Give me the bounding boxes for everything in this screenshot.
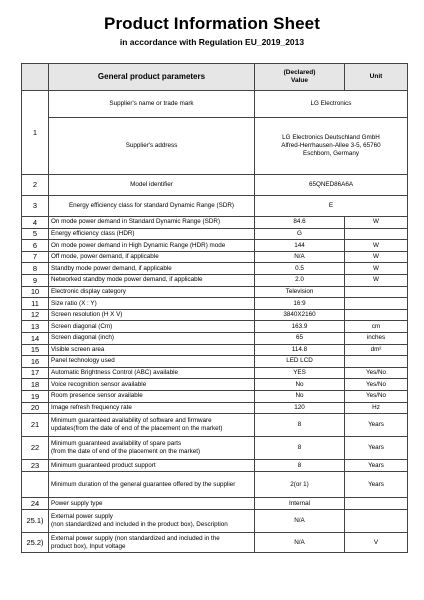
table-row xyxy=(22,402,408,414)
row-value: 8 xyxy=(255,460,345,472)
row-unit: Yes/No xyxy=(345,367,408,379)
row-unit xyxy=(345,286,408,298)
row-unit: V xyxy=(345,533,408,553)
row-value: 16:9 xyxy=(255,298,345,310)
row-value: E xyxy=(255,196,408,217)
row-number: 12 xyxy=(22,309,49,321)
row-unit: Yes/No xyxy=(345,390,408,402)
row-number: 16 xyxy=(22,356,49,368)
row-label: Energy efficiency class for standard Dynamic Range (SDR) xyxy=(49,196,255,217)
row-number: 25.1) xyxy=(22,510,49,533)
row-unit xyxy=(345,498,408,510)
row-number: 25.2) xyxy=(22,533,49,553)
header-unit: Unit xyxy=(345,64,408,91)
label-line: (non standardized and included in the product box), Description xyxy=(51,521,228,529)
row-label: Panel technology used xyxy=(49,356,255,368)
row-value: 65QNED86A6A xyxy=(255,175,408,196)
row-number: 2 xyxy=(22,175,49,196)
row-value: 2.0 xyxy=(255,274,345,286)
row-value xyxy=(255,118,408,175)
page-title: Product Information Sheet xyxy=(104,14,320,33)
row-unit xyxy=(345,309,408,321)
row-number: 15 xyxy=(22,344,49,356)
row-value: 65 xyxy=(255,332,345,344)
row-value: N/A xyxy=(255,251,345,263)
row-number: 18 xyxy=(22,379,49,391)
row-label: Model identifier xyxy=(49,175,255,196)
row-unit: W xyxy=(345,251,408,263)
product-info-table xyxy=(21,63,408,553)
table-row xyxy=(22,390,408,402)
row-unit: W xyxy=(345,217,408,229)
row-label: Automatic Brightness Control (ABC) available xyxy=(49,367,255,379)
row-value: No xyxy=(255,390,345,402)
table-row xyxy=(22,367,408,379)
row-label: Supplier's address xyxy=(49,118,255,175)
row-number: 11 xyxy=(22,298,49,310)
label-line: Minimum guaranteed availability of software and firmware xyxy=(51,417,212,425)
row-number: 21 xyxy=(22,414,49,437)
table-row xyxy=(22,175,408,196)
row-value: No xyxy=(255,379,345,391)
row-number: 10 xyxy=(22,286,49,298)
table-row xyxy=(22,460,408,472)
row-unit: inches xyxy=(345,332,408,344)
table-row xyxy=(22,240,408,252)
row-label: Visible screen area xyxy=(49,344,255,356)
row-number: 3 xyxy=(22,196,49,217)
table-row xyxy=(22,263,408,275)
label-line: (from the date of end of the placement on the market) xyxy=(51,448,201,456)
row-number: 7 xyxy=(22,251,49,263)
row-label: Image refresh frequency rate xyxy=(49,402,255,414)
row-label: Power supply type xyxy=(49,498,255,510)
row-label: Networked standby mode power demand, if applicable xyxy=(49,274,255,286)
address-line: Eschborn, Germany xyxy=(303,149,359,157)
table-row xyxy=(22,298,408,310)
table-row xyxy=(22,309,408,321)
row-unit: W xyxy=(345,263,408,275)
row-unit: Hz xyxy=(345,402,408,414)
row-label xyxy=(49,414,255,437)
row-label: Standby mode power demand, if applicable xyxy=(49,263,255,275)
table-row xyxy=(22,228,408,240)
row-value: LED LCD xyxy=(255,356,345,368)
table-row xyxy=(22,286,408,298)
row-number: 9 xyxy=(22,274,49,286)
row-value: 8 xyxy=(255,414,345,437)
row-value: N/A xyxy=(255,533,345,553)
row-label xyxy=(49,510,255,533)
header-parameters: General product parameters xyxy=(49,64,255,91)
table-row xyxy=(22,274,408,286)
label-line: External power supply (non standardized and included in the xyxy=(51,534,220,542)
row-value: YES xyxy=(255,367,345,379)
row-value: 144 xyxy=(255,240,345,252)
row-value: 84.6 xyxy=(255,217,345,229)
address-line: LG Electronics Deutschland GmbH xyxy=(282,134,380,142)
row-label xyxy=(49,533,255,553)
table-row xyxy=(22,356,408,368)
row-label xyxy=(49,437,255,460)
row-label: On mode power demand in High Dynamic Range (HDR) mode xyxy=(49,240,255,252)
row-value: 3840X2160 xyxy=(255,309,345,321)
table-row xyxy=(22,332,408,344)
address-line: Alfred-Herrhausen-Allee 3-5, 65760 xyxy=(281,142,381,150)
header-value-line-1: (Declared) xyxy=(283,69,316,77)
row-unit: Yes/No xyxy=(345,379,408,391)
row-number: 14 xyxy=(22,332,49,344)
row-unit: W xyxy=(345,274,408,286)
row-number: 1 xyxy=(22,91,49,175)
header-value xyxy=(255,64,345,91)
page-subtitle: in accordance with Regulation EU_2019_2013 xyxy=(119,37,305,47)
row-number: 19 xyxy=(22,390,49,402)
row-number: 6 xyxy=(22,240,49,252)
row-value: N/A xyxy=(255,510,345,533)
row-value: 8 xyxy=(255,437,345,460)
row-unit: dm² xyxy=(345,344,408,356)
table-row xyxy=(22,379,408,391)
row-label: Screen diagonal (inch) xyxy=(49,332,255,344)
table-row xyxy=(22,118,408,175)
row-unit: Years xyxy=(345,460,408,472)
label-line: updates(from the date of end of the placement on the market) xyxy=(51,425,223,433)
label-line: External power supply xyxy=(51,513,113,521)
row-value: LG Electronics xyxy=(255,91,408,118)
row-unit: Years xyxy=(345,472,408,498)
row-value: 0.5 xyxy=(255,263,345,275)
table-row xyxy=(22,321,408,333)
row-label: On mode power demand in Standard Dynamic Range (SDR) xyxy=(49,217,255,229)
row-value: 114.8 xyxy=(255,344,345,356)
header-value-line-2: Value xyxy=(291,77,308,84)
row-unit: cm xyxy=(345,321,408,333)
table-row xyxy=(22,414,408,437)
row-label: Minimum duration of the general guarantee offered by the supplier xyxy=(49,472,255,498)
header-number-cell xyxy=(22,64,49,91)
table-row xyxy=(22,344,408,356)
label-line: Minimum guaranteed availability of spare parts xyxy=(51,440,182,448)
row-label: Screen diagonal (Cm) xyxy=(49,321,255,333)
row-label: Electronic display category xyxy=(49,286,255,298)
row-value: 120 xyxy=(255,402,345,414)
row-value: 163.9 xyxy=(255,321,345,333)
row-number: 22 xyxy=(22,437,49,460)
table-row xyxy=(22,510,408,533)
row-unit xyxy=(345,298,408,310)
row-unit: Years xyxy=(345,414,408,437)
row-number: 5 xyxy=(22,228,49,240)
row-number: 13 xyxy=(22,321,49,333)
row-number: 4 xyxy=(22,217,49,229)
row-unit: Years xyxy=(345,437,408,460)
row-value: Internal xyxy=(255,498,345,510)
row-label: Energy efficiency class (HDR) xyxy=(49,228,255,240)
row-label: Size ratio (X : Y) xyxy=(49,298,255,310)
row-label: Off mode, power demand, if applicable xyxy=(49,251,255,263)
row-unit xyxy=(345,228,408,240)
row-number: 24 xyxy=(22,498,49,510)
table-row xyxy=(22,472,408,498)
row-number: 23 xyxy=(22,460,49,472)
table-header-row xyxy=(22,64,408,91)
table-row xyxy=(22,498,408,510)
row-unit xyxy=(345,356,408,368)
table-row xyxy=(22,91,408,118)
row-value: G xyxy=(255,228,345,240)
row-number: 8 xyxy=(22,263,49,275)
row-label: Room presence sensor available xyxy=(49,390,255,402)
table-row xyxy=(22,533,408,553)
row-unit: W xyxy=(345,240,408,252)
label-line: product box), Input voltage xyxy=(51,542,126,550)
row-value: 2(or 1) xyxy=(255,472,345,498)
table-row xyxy=(22,251,408,263)
row-label: Voice recognition sensor available xyxy=(49,379,255,391)
row-label: Screen resolution (H X V) xyxy=(49,309,255,321)
row-unit xyxy=(345,510,408,533)
row-value: Television xyxy=(255,286,345,298)
row-label: Supplier's name or trade mark xyxy=(49,91,255,118)
row-number: 17 xyxy=(22,367,49,379)
table-row xyxy=(22,217,408,229)
table-row xyxy=(22,437,408,460)
table-row xyxy=(22,196,408,217)
row-number: 20 xyxy=(22,402,49,414)
row-label: Minimum guaranteed product support xyxy=(49,460,255,472)
row-number xyxy=(22,472,49,498)
